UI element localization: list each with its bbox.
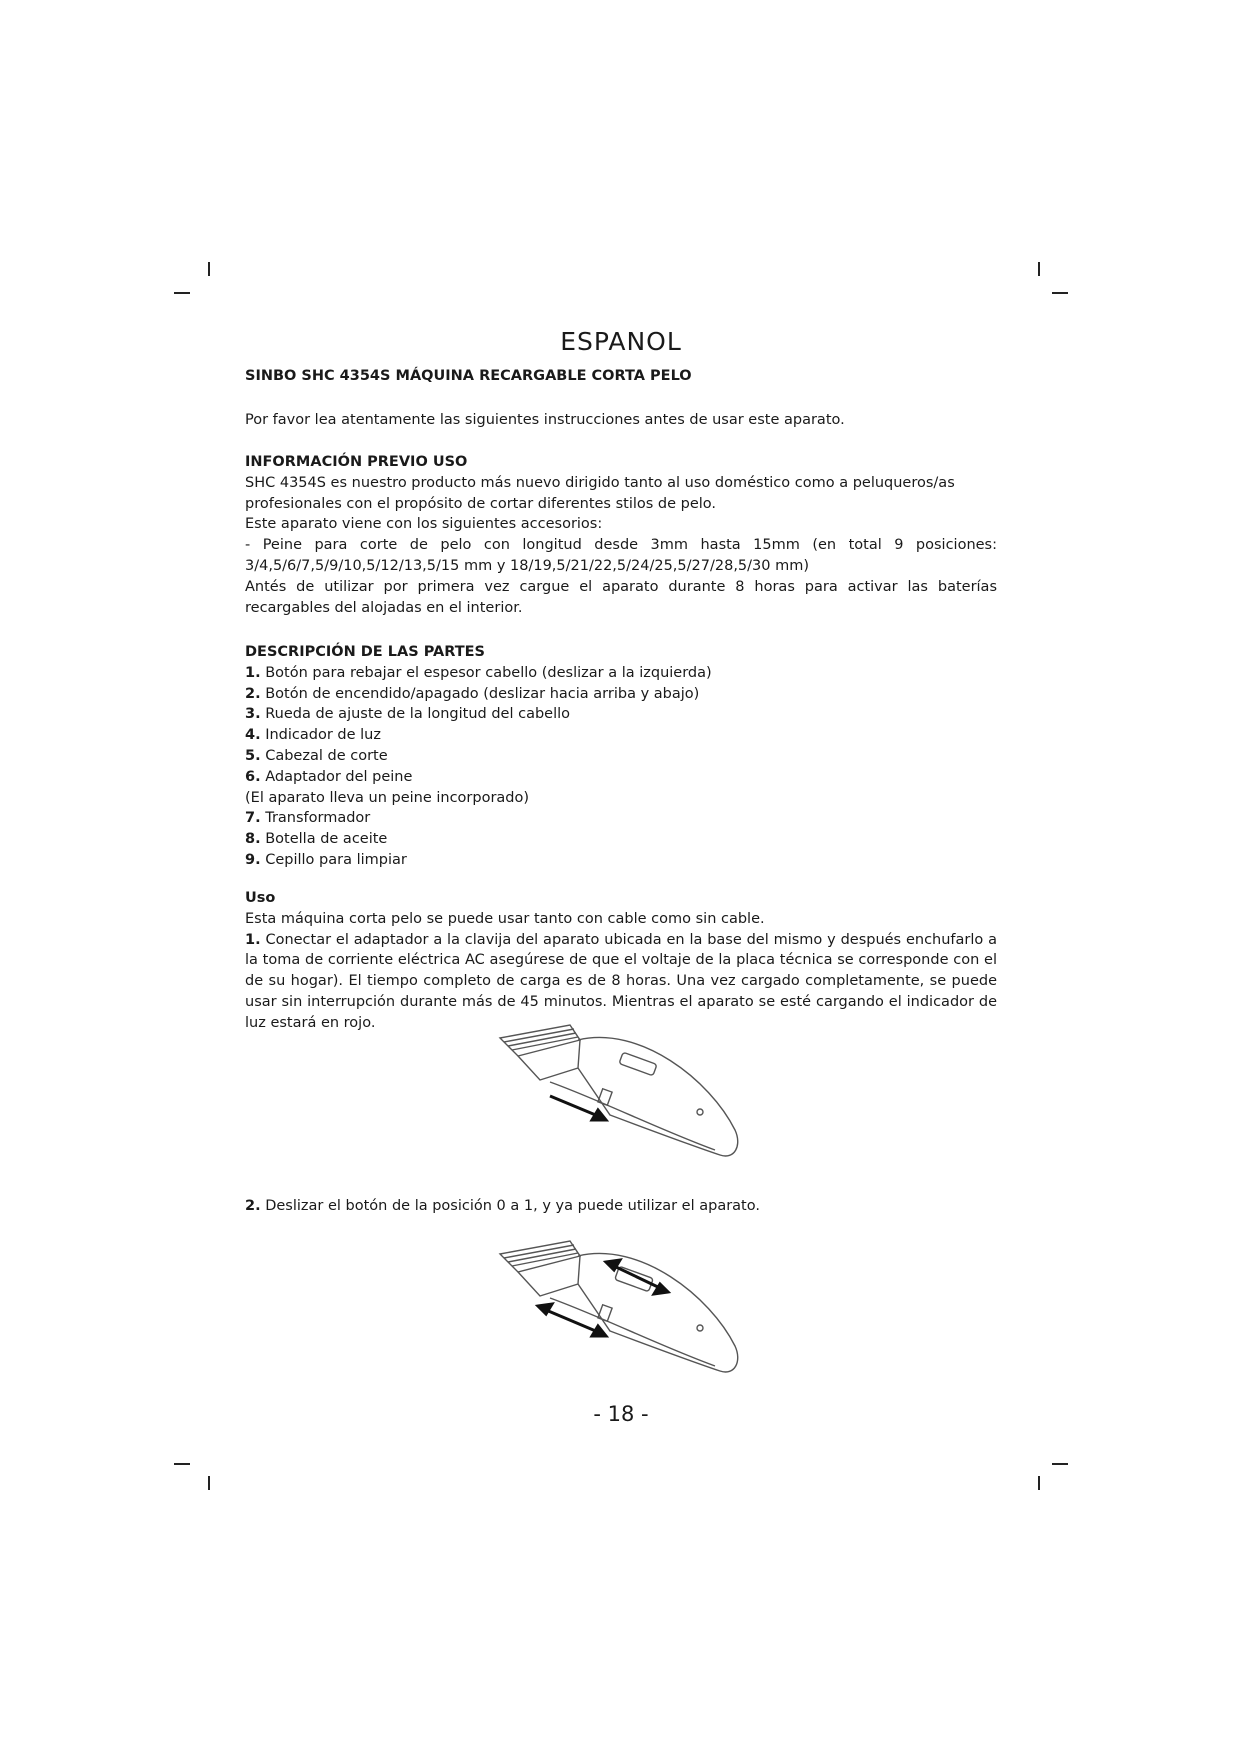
step-text: Conectar el adaptador a la clavija del aparato ubicada en la base del mismo y después enchufarlo a la toma de corriente eléctrica AC asegúrese de que el voltaje de la placa técnica se corresponde con el de su hogar). El tiempo completo de carga es de 8 horas. Una vez cargado completamente, se puede usar sin interrupción durante más de 45 minutos. Mientras el aparato se esté cargando el indicador de luz estará en rojo. [245, 931, 997, 1031]
info-paragraph: - Peine para corte de pelo con longitud desde 3mm hasta 15mm (en total 9 posiciones: 3/4,5/6/7,5/9/10,5/12/13,5/15 mm y 18/19,5/21/22,5/24/25,5/27/28,5/30 mm) [245, 537, 997, 574]
list-item [245, 808, 997, 829]
usage-paragraph: Esta máquina corta pelo se puede usar tanto con cable como sin cable. [245, 910, 765, 927]
item-text: Botón para rebajar el espesor cabello (deslizar a la izquierda) [265, 664, 712, 681]
step-number: 1. [245, 931, 261, 948]
usage-step-2 [245, 1196, 997, 1217]
crop-mark [1038, 1476, 1040, 1490]
trimmer-switch-illustration [490, 1236, 750, 1396]
crop-mark [208, 262, 210, 276]
crop-mark [1052, 292, 1068, 294]
item-text: Botella de aceite [265, 831, 388, 848]
item-number: 6. [245, 768, 261, 785]
parts-section [245, 642, 997, 871]
crop-mark [1052, 1463, 1068, 1465]
list-item [245, 788, 997, 809]
item-number: 3. [245, 706, 261, 723]
item-text: Cabezal de corte [265, 747, 388, 764]
list-item [245, 746, 997, 767]
list-item [245, 829, 997, 850]
crop-mark [174, 292, 190, 294]
intro-block [245, 410, 997, 431]
trimmer-illustration [490, 1020, 750, 1180]
item-text: Indicador de luz [265, 727, 381, 744]
list-item [245, 767, 997, 788]
item-text: Rueda de ajuste de la longitud del cabello [265, 706, 571, 723]
info-paragraph: Este aparato viene con los siguientes accesorios: [245, 516, 603, 533]
usage-step-1 [245, 930, 997, 1034]
item-text: Transformador [265, 810, 371, 827]
list-item [245, 684, 997, 705]
item-text: (El aparato lleva un peine incorporado) [245, 789, 530, 806]
info-section [245, 452, 997, 618]
item-number: 4. [245, 727, 261, 744]
list-item [245, 704, 997, 725]
item-number: 1. [245, 664, 261, 681]
step-number: 2. [245, 1198, 261, 1214]
item-number: 7. [245, 810, 261, 827]
info-paragraph: SHC 4354S es nuestro producto más nuevo dirigido tanto al uso doméstico como a peluqueros/as profesionales con el propósito de cortar diferentes stilos de pelo. [245, 474, 955, 512]
item-text: Cepillo para limpiar [265, 851, 407, 868]
item-number: 5. [245, 747, 261, 764]
info-heading: INFORMACIÓN PREVIO USO [245, 454, 468, 470]
crop-mark [174, 1463, 190, 1465]
page-number: - 18 - [593, 1402, 649, 1426]
usage-heading: Uso [245, 890, 276, 906]
language-title: ESPANOL [560, 327, 682, 356]
product-title: SINBO SHC 4354S MÁQUINA RECARGABLE CORTA PELO [245, 368, 692, 384]
item-text: Adaptador del peine [265, 768, 413, 785]
list-item [245, 850, 997, 871]
list-item [245, 725, 997, 746]
intro-text: Por favor lea atentamente las siguientes instrucciones antes de usar este aparato. [245, 412, 845, 428]
crop-mark [208, 1476, 210, 1490]
usage-step-2-block [245, 1196, 997, 1217]
list-item [245, 663, 997, 684]
step-text: Deslizar el botón de la posición 0 a 1, y ya puede utilizar el aparato. [260, 1198, 760, 1214]
item-number: 9. [245, 851, 261, 868]
parts-heading: DESCRIPCIÓN DE LAS PARTES [245, 644, 485, 660]
info-paragraph: Antés de utilizar por primera vez cargue el aparato durante 8 horas para activar las baterías recargables del alojadas en el interior. [245, 578, 997, 616]
item-number: 8. [245, 831, 261, 848]
item-number: 2. [245, 685, 261, 702]
usage-section [245, 888, 997, 1034]
item-text: Botón de encendido/apagado (deslizar hacia arriba y abajo) [265, 685, 700, 702]
parts-list [245, 663, 997, 871]
crop-mark [1038, 262, 1040, 276]
